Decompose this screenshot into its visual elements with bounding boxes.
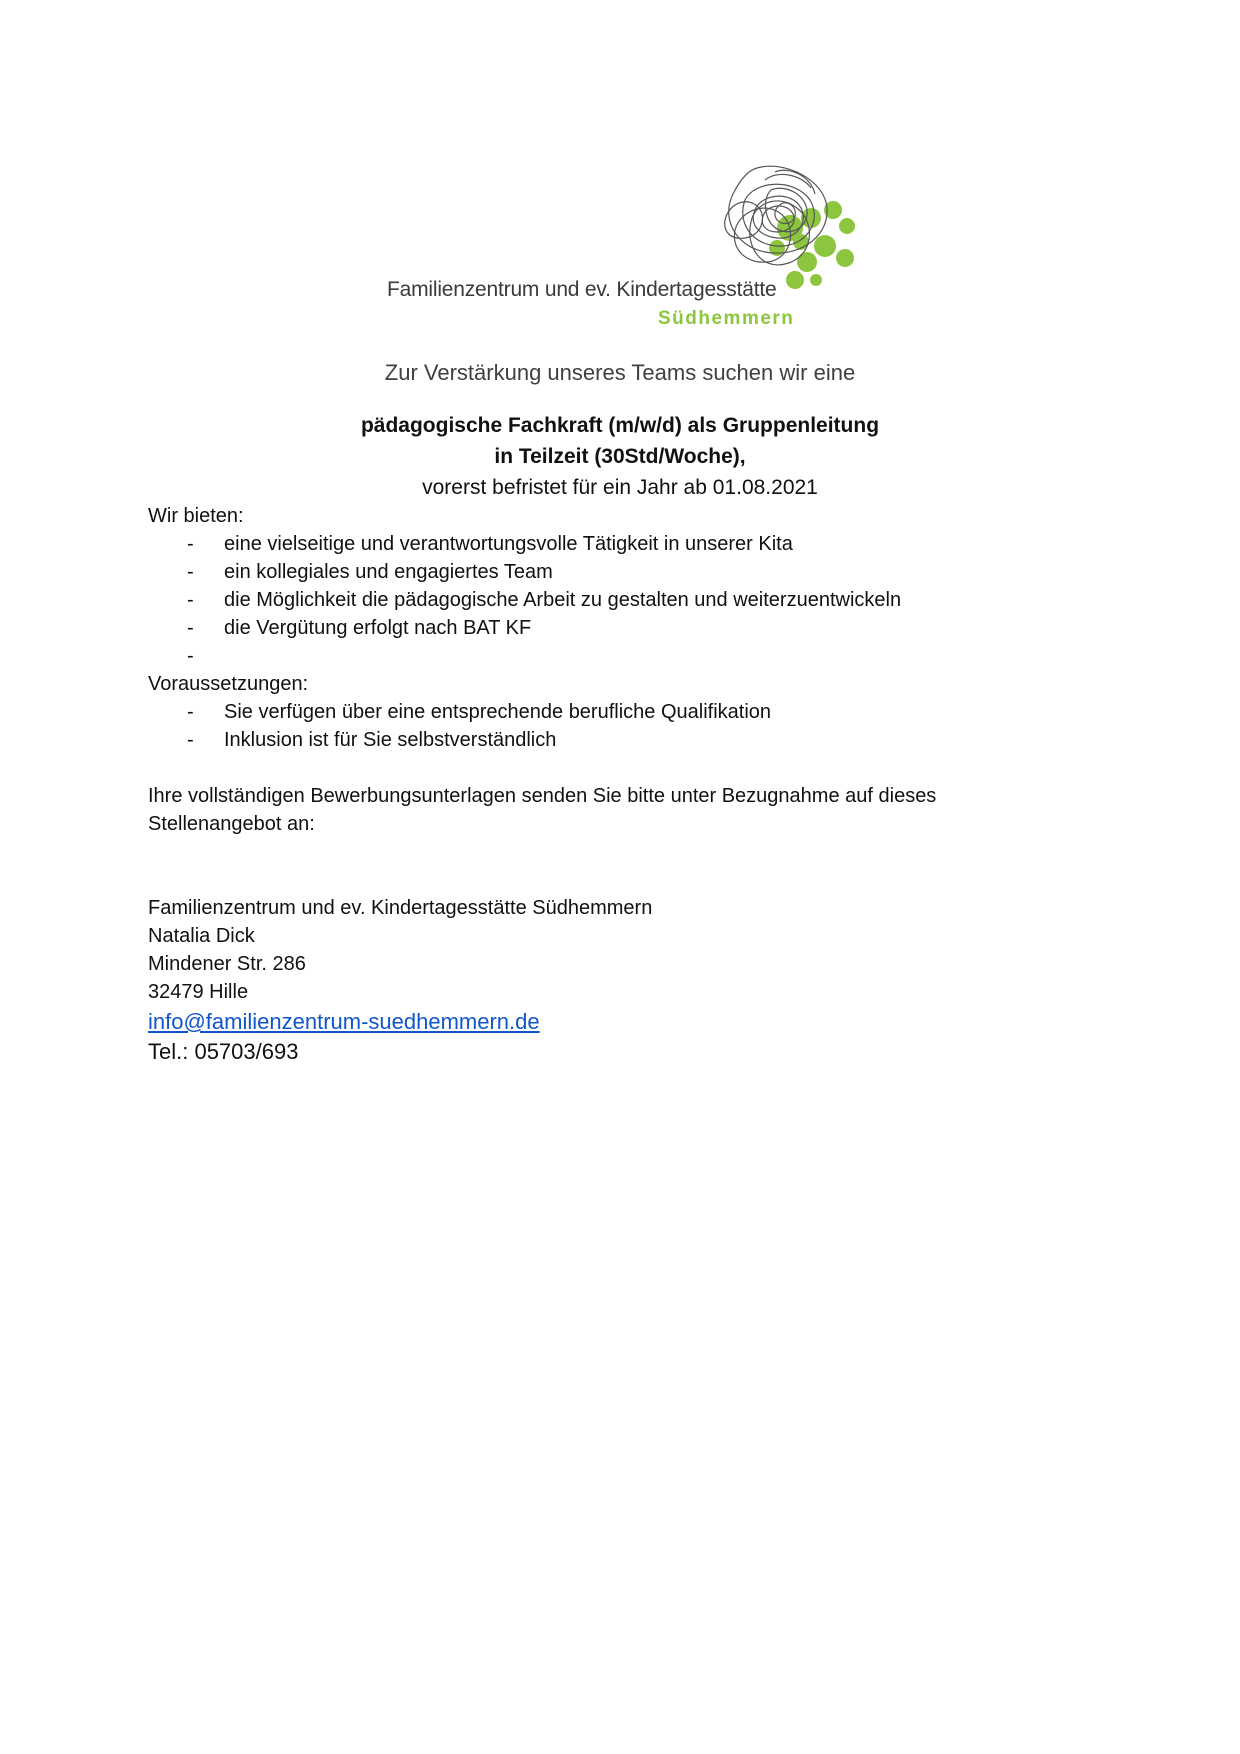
logo-name: Familienzentrum und ev. Kindertagesstätte [387, 278, 777, 301]
list-item: - Inklusion ist für Sie selbstverständlich [148, 726, 1128, 754]
contact-email-link[interactable]: info@familienzentrum-suedhemmern.de [148, 1009, 540, 1034]
list-item: - die Möglichkeit die pädagogische Arbeit zu gestalten und weiterzuentwickeln [148, 586, 1128, 614]
requirements-list [148, 698, 1128, 754]
logo [380, 160, 880, 340]
bullet-dash: - [187, 561, 194, 583]
bullet-dash: - [187, 729, 194, 751]
job-title: pädagogische Fachkraft (m/w/d) als Gruppenleitung [360, 414, 880, 437]
logo-place: Südhemmern [658, 308, 795, 329]
job-duration: vorerst befristet für ein Jahr ab 01.08.2021 [422, 476, 818, 499]
job-headline [0, 410, 1240, 503]
contact-person: Natalia Dick [148, 925, 255, 947]
list-item: - die Vergütung erfolgt nach BAT KF [148, 614, 1128, 642]
document-body [148, 502, 1128, 1067]
job-hours: in Teilzeit (30Std/Woche), [494, 445, 746, 468]
bullet-dash: - [187, 533, 194, 555]
list-item: - Sie verfügen über eine entsprechende berufliche Qualifikation [148, 698, 1128, 726]
list-item: - ein kollegiales und engagiertes Team [148, 558, 1128, 586]
spacer [148, 838, 1128, 894]
application-line-1: Ihre vollständigen Bewerbungsunterlagen senden Sie bitte unter Bezugnahme auf dieses [148, 785, 937, 807]
intro-text: Zur Verstärkung unseres Teams suchen wir eine [384, 360, 856, 385]
requirements-heading: Voraussetzungen: [148, 673, 309, 695]
application-line-2: Stellenangebot an: [148, 813, 315, 835]
offer-list [148, 530, 1128, 670]
list-item [148, 642, 1128, 670]
list-item: - eine vielseitige und verantwortungsvolle Tätigkeit in unserer Kita [148, 530, 1128, 558]
bullet-dash: - [187, 589, 194, 611]
contact-street: Mindener Str. 286 [148, 953, 306, 975]
contact-organization: Familienzentrum und ev. Kindertagesstätte Südhemmern [148, 897, 653, 919]
bullet-dash: - [187, 617, 194, 639]
bullet-dash: - [187, 645, 194, 667]
offer-heading: Wir bieten: [148, 505, 244, 527]
contact-city: 32479 Hille [148, 981, 249, 1003]
contact-phone: Tel.: 05703/693 [148, 1039, 299, 1064]
spacer [148, 754, 1128, 782]
bullet-dash: - [187, 701, 194, 723]
